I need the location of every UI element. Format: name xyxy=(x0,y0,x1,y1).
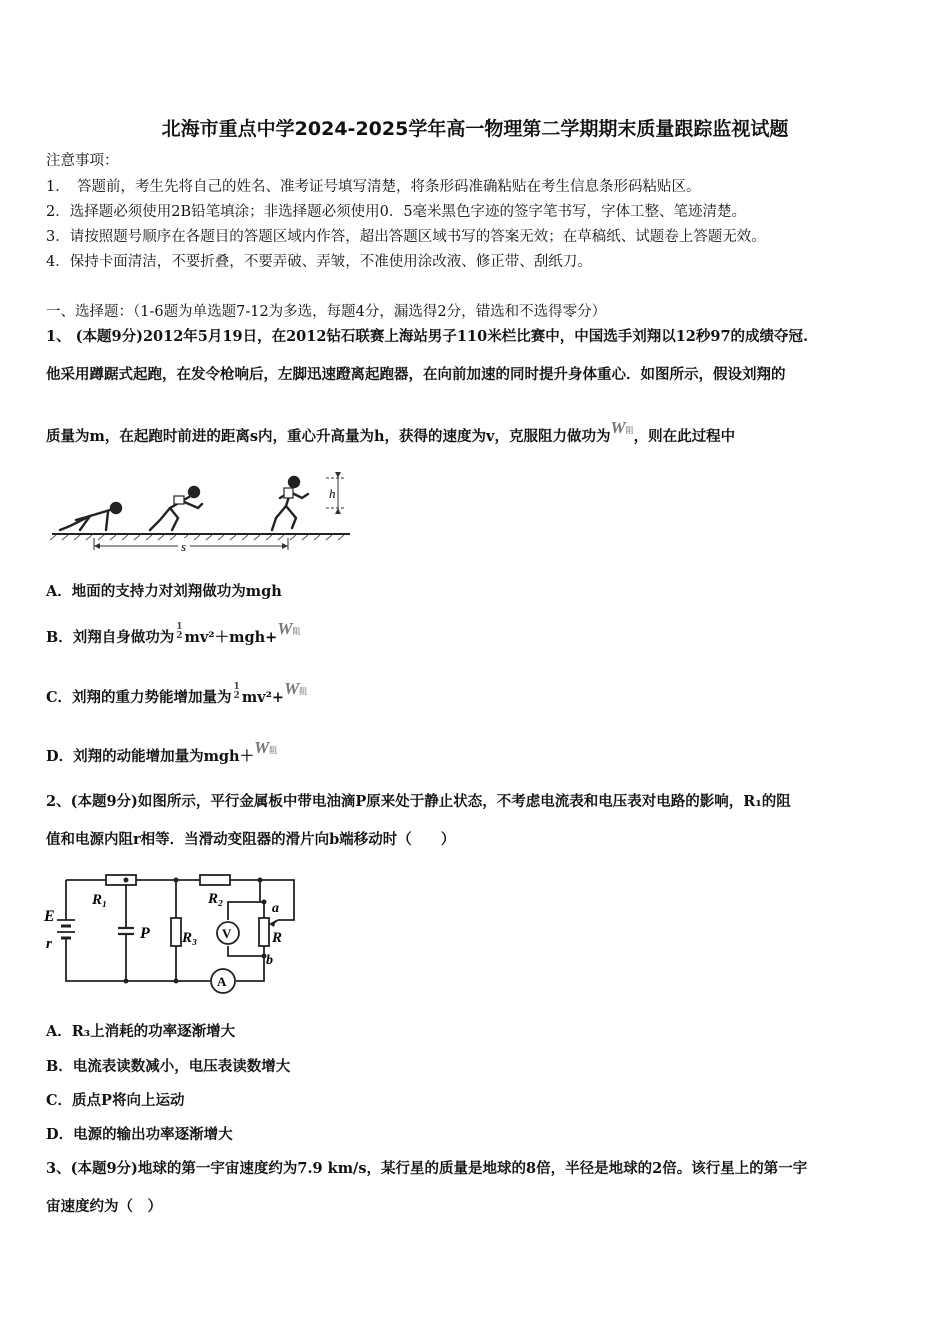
q1-stem-line xyxy=(46,418,736,448)
notice-item: 4．保持卡面清洁，不要折叠，不要弄破、弄皱，不准使用涂改液、修正带、刮纸刀。 xyxy=(46,254,592,270)
emf-label: E xyxy=(44,908,55,925)
ammeter-label: A xyxy=(217,974,227,989)
sprinter-figure xyxy=(46,468,356,554)
fraction-half: 1 2 xyxy=(233,682,240,701)
w-resistance-symbol: W阻 xyxy=(277,619,301,638)
droplet-p-label: P xyxy=(140,925,150,942)
notice-item: 1． 答题前，考生先将自己的姓名、准考证号填写清楚，将条形码准确粘贴在考生信息条形码粘贴区。 xyxy=(46,179,701,195)
q1-option-b: B．刘翔自身做功为 1 2 mv²＋mgh+W阻 xyxy=(46,619,301,646)
q2-option-b: B．电流表读数减小，电压表读数增大 xyxy=(46,1058,291,1075)
page-title: 北海市重点中学2024-2025学年高一物理第二学期期末质量跟踪监视试题 xyxy=(161,118,789,140)
internal-resistance-label: r xyxy=(46,936,52,952)
terminal-b-label: b xyxy=(266,953,273,968)
h-label: h xyxy=(329,486,336,501)
q1-stem-text: 质量为m，在起跑时前进的距离s内，重心升高量为h，获得的速度为v，克服阻力做功为 xyxy=(46,428,611,445)
section-heading: 一、选择题：（1-6题为单选题7-12为多选，每题4分，漏选得2分，错选和不选得零分） xyxy=(46,304,607,320)
q1-stem-line: 他采用蹲踞式起跑，在发令枪响后，左脚迅速蹬离起跑器，在向前加速的同时提升身体重心．如图所示，假设刘翔的 xyxy=(46,366,786,383)
r3-label: R₃ xyxy=(182,930,198,946)
w-resistance-symbol: W阻 xyxy=(610,418,634,437)
notice-item: 2．选择题必须使用2B铅笔填涂；非选择题必须使用0．5毫米黑色字迹的签字笔书写，字体工整、笔迹清楚。 xyxy=(46,204,747,220)
q1-option-d: D．刘翔的动能增加量为mgh＋W阻 xyxy=(46,738,278,765)
r1-label: R₁ xyxy=(92,892,108,908)
q2-option-c: C．质点P将向上运动 xyxy=(46,1092,185,1109)
q2-option-d: D．电源的输出功率逐渐增大 xyxy=(46,1126,233,1143)
r2-label: R₂ xyxy=(208,891,224,907)
w-resistance-symbol: W阻 xyxy=(254,738,278,757)
q2-stem-line: 值和电源内阻r相等．当滑动变阻器的滑片向b端移动时（ ） xyxy=(46,831,456,848)
s-label: s xyxy=(181,539,187,554)
q2-stem-line: 2、(本题9分)如图所示，平行金属板中带电油滴P原来处于静止状态，不考虑电流表和电压表对电路的影响，R₁的阻 xyxy=(46,793,791,810)
notice-item: 3．请按照题号顺序在各题目的答题区域内作答，超出答题区域书写的答案无效；在草稿纸、试题卷上答题无效。 xyxy=(46,229,766,245)
rheostat-label: R xyxy=(272,930,283,946)
q3-stem-line: 宙速度约为（ ） xyxy=(46,1198,162,1215)
q2-option-a: A．R₃上消耗的功率逐渐增大 xyxy=(46,1023,236,1040)
w-resistance-symbol: W阻 xyxy=(284,679,308,698)
terminal-a-label: a xyxy=(272,901,279,916)
q1-option-a: A．地面的支持力对刘翔做功为mgh xyxy=(46,583,282,600)
q1-stem-text: ，则在此过程中 xyxy=(633,428,736,445)
q1-option-c: C．刘翔的重力势能增加量为 1 2 mv²+W阻 xyxy=(46,679,308,706)
q3-stem-line: 3、(本题9分)地球的第一宇宙速度约为7.9 km/s，某行星的质量是地球的8倍，半径是地球的2倍。该行星上的第一宇 xyxy=(46,1160,808,1177)
notice-heading: 注意事项： xyxy=(46,153,119,169)
voltmeter-label: V xyxy=(222,926,232,941)
circuit-figure xyxy=(40,868,305,1000)
q1-stem-line: 1、 (本题9分)2012年5月19日，在2012钻石联赛上海站男子110米栏比赛中，中国选手刘翔以12秒97的成绩夺冠. xyxy=(46,328,809,345)
fraction-half: 1 2 xyxy=(176,622,183,641)
